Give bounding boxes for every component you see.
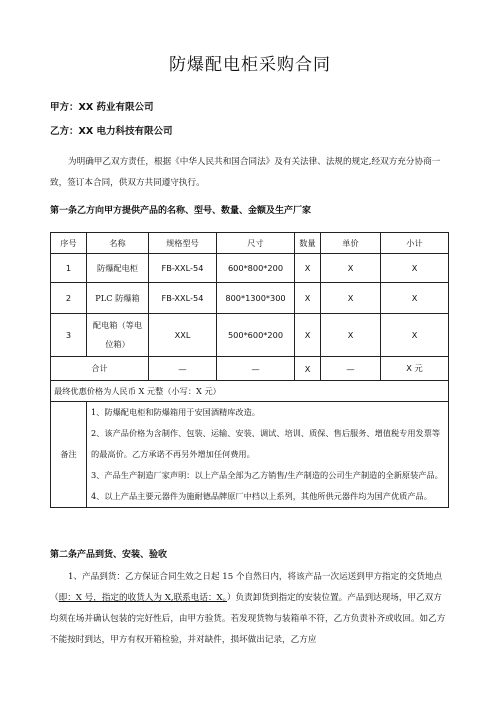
document-title: 防爆配电柜采购合同 (169, 55, 331, 75)
header-cell: 序号 (51, 233, 87, 254)
table-cell: PLC 防爆箱 (87, 283, 149, 314)
table-cell: X (321, 314, 381, 357)
header-cell: 数量 (295, 233, 321, 254)
final-price-text: 最终优惠价格为人民币 X 元整（小写：X 元） (51, 381, 449, 402)
table-row (51, 283, 449, 314)
header-cell: 规格型号 (149, 233, 217, 254)
table-cell: X (381, 283, 449, 314)
table-cell: X (295, 283, 321, 314)
table-cell: X (321, 283, 381, 314)
table-cell: X (321, 254, 381, 283)
note-item: 3、产品生产制造厂家声明：以上产品全部为乙方销售/生产制造的公司生产制造的全新原装产品。 (91, 470, 443, 480)
table-cell: 2 (51, 283, 87, 314)
table-cell: X (381, 314, 449, 357)
table-cell: FB-XXL-54 (149, 254, 217, 283)
delivery-details: 即：X 号，指定的收货人为 X,联系电话：X。 (58, 593, 227, 603)
party-b: 乙方：XX 电力科技有限公司 (50, 126, 173, 137)
clause-2-text: 1、产品到货：乙方保证合同生效之日起 15 个自然日内，将该产品一次运送到甲方指定的交货地点（ (50, 572, 443, 603)
note-item: 1、防爆配电柜和防爆箱用于安国酒精库改造。 (91, 407, 260, 417)
table-cell: 500*600*200 (217, 314, 295, 357)
final-price-row (51, 381, 449, 402)
table-cell: X 元 (381, 357, 449, 381)
clause-2-paragraph (50, 567, 448, 651)
table-cell: 3 (51, 314, 87, 357)
table-cell: — (149, 357, 217, 381)
total-row (51, 357, 449, 381)
intro-paragraph: 为明确甲乙双方责任，根据《中华人民共和国合同法》及有关法律、法规的规定,经双方充分协商一致，签订本合同，供双方共同遵守执行。 (50, 157, 441, 188)
table-cell: XXL (149, 314, 217, 357)
header-cell: 名称 (87, 233, 149, 254)
header-cell: 尺寸 (217, 233, 295, 254)
note-item: 2、该产品价格为含制作、包装、运输、安装、调试、培训、质保、售后服务、增值税专用发票等的最高价。乙方承诺不再另外增加任何费用。 (91, 428, 441, 459)
table-cell: — (217, 357, 295, 381)
table-cell: 800*1300*300 (217, 283, 295, 314)
table-row (51, 314, 449, 357)
note-label: 备注 (51, 402, 87, 508)
table-header-row (51, 233, 449, 254)
clause-2-heading: 第二条产品到货、安装、验收 (50, 550, 168, 560)
table-cell: 600*800*200 (217, 254, 295, 283)
table-cell: X (295, 254, 321, 283)
notes-cell (87, 402, 449, 508)
table-cell: 1 (51, 254, 87, 283)
total-label: 合计 (51, 357, 149, 381)
header-cell: 小计 (381, 233, 449, 254)
table-cell: X (295, 357, 321, 381)
party-a: 甲方：XX 药业有限公司 (50, 102, 154, 113)
goods-table (50, 232, 449, 508)
table-row (51, 254, 449, 283)
table-cell: X (295, 314, 321, 357)
note-item: 4、以上产品主要元器件为施耐德品牌原厂中档以上系列，其他所供元器件均为国产优质产品。 (91, 491, 432, 501)
table-cell: X (381, 254, 449, 283)
table-cell: 防爆配电柜 (87, 254, 149, 283)
table-cell: — (321, 357, 381, 381)
table-cell: FB-XXL-54 (149, 283, 217, 314)
header-cell: 单价 (321, 233, 381, 254)
clause-1-heading: 第一条乙方向甲方提供产品的名称、型号、数量、金额及生产厂家 (50, 206, 312, 216)
notes-row (51, 402, 449, 508)
clause-2-text-continued: ）负责卸货到指定的安装位置。产品到达现场，甲乙双方均须在场并确认包装的完好性后，由甲方验货。若发现货物与装箱单不符，乙方负责补齐或收回。如乙方不能按时到达，甲方有权开箱检验，并对缺件，损坏做出记录，乙方应 (50, 593, 446, 645)
table-cell: 配电箱（等电位箱） (87, 314, 149, 357)
